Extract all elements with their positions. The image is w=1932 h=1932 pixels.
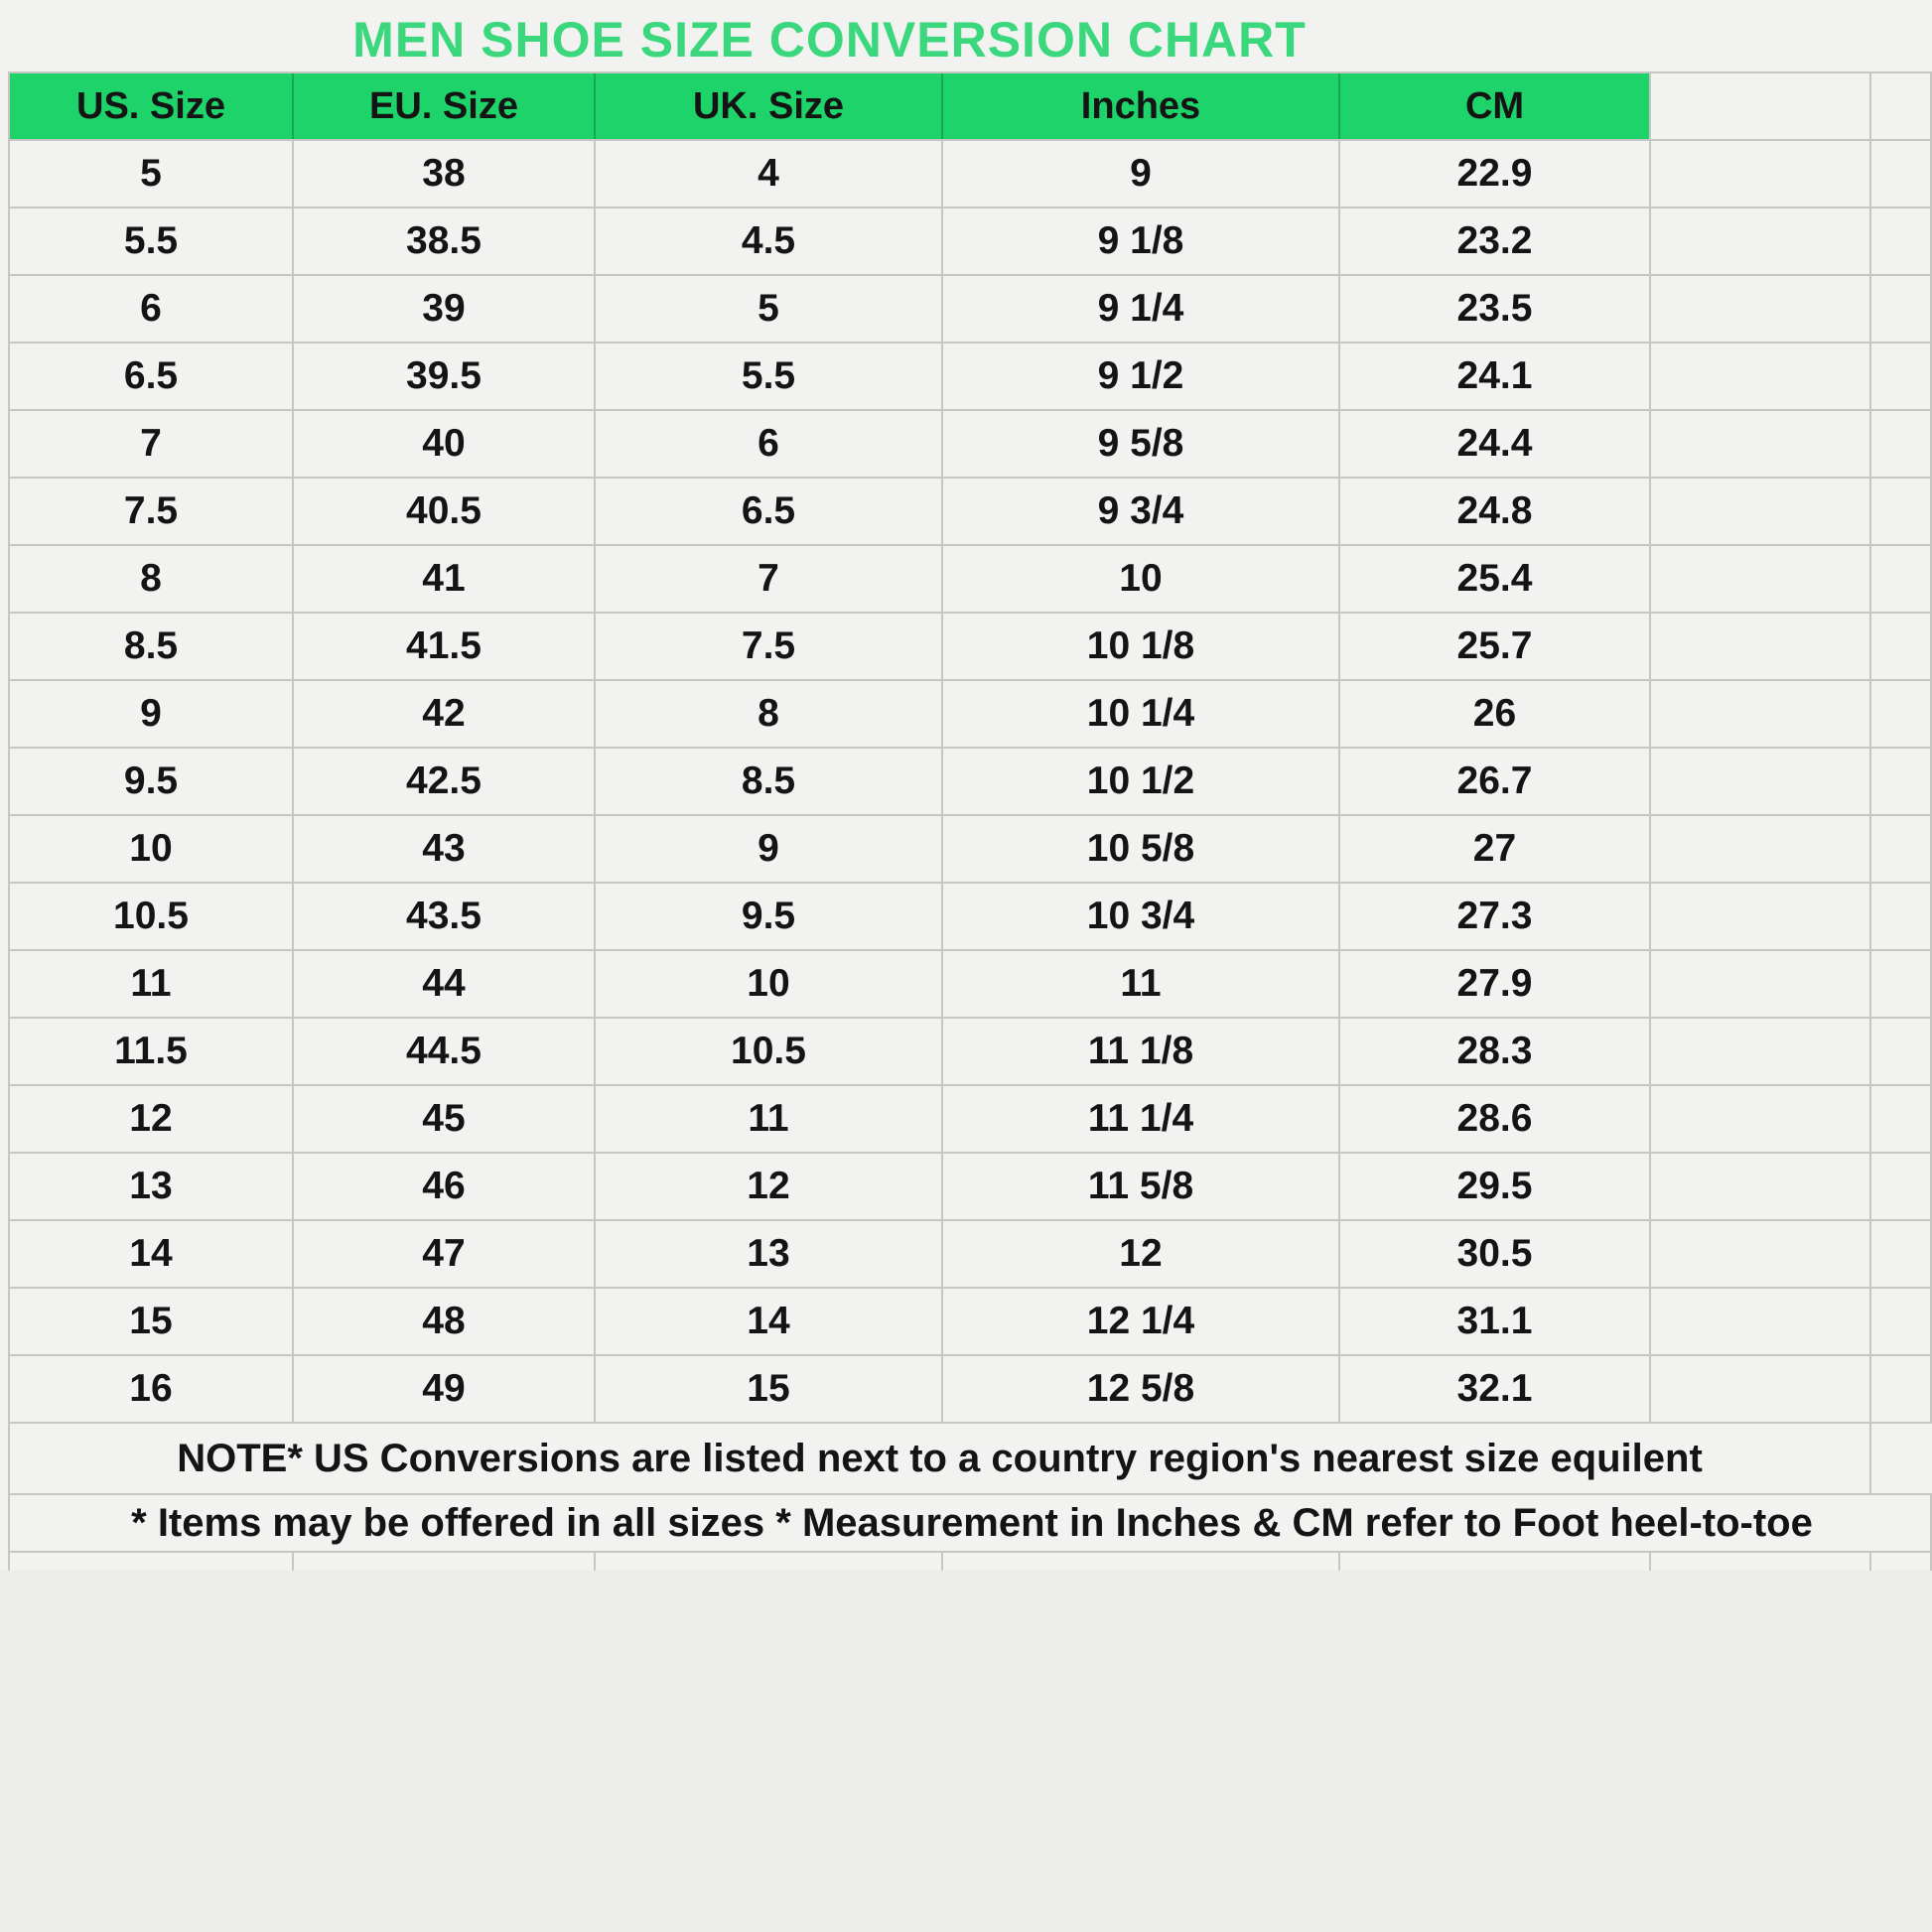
table-row bbox=[8, 1289, 1932, 1356]
column-header-cm: CM bbox=[1340, 73, 1651, 139]
table-cell: 9 bbox=[596, 816, 943, 882]
table-cell: 23.2 bbox=[1340, 208, 1651, 274]
table-cell: 32.1 bbox=[1340, 1356, 1651, 1422]
table-row bbox=[8, 1019, 1932, 1086]
table-cell: 22.9 bbox=[1340, 141, 1651, 207]
empty-cell bbox=[1871, 1019, 1932, 1084]
empty-cell bbox=[1651, 479, 1871, 544]
table-cell: 10 5/8 bbox=[943, 816, 1340, 882]
table-cell: 48 bbox=[294, 1289, 596, 1354]
table-cell: 8.5 bbox=[596, 749, 943, 814]
empty-cell bbox=[1651, 1086, 1871, 1152]
table-cell: 10 1/2 bbox=[943, 749, 1340, 814]
table-cell: 13 bbox=[8, 1154, 294, 1219]
empty-cell bbox=[1871, 546, 1932, 612]
empty-cell bbox=[1871, 141, 1932, 207]
table-cell: 4.5 bbox=[596, 208, 943, 274]
empty-cell bbox=[1871, 411, 1932, 477]
table-cell: 42 bbox=[294, 681, 596, 747]
table-cell: 12 bbox=[943, 1221, 1340, 1287]
table-row bbox=[8, 208, 1932, 276]
table-cell: 4 bbox=[596, 141, 943, 207]
table-cell: 39 bbox=[294, 276, 596, 342]
table-cell: 43 bbox=[294, 816, 596, 882]
table-cell: 5.5 bbox=[596, 344, 943, 409]
table-cell: 24.4 bbox=[1340, 411, 1651, 477]
table-cell: 42.5 bbox=[294, 749, 596, 814]
table-cell: 6.5 bbox=[596, 479, 943, 544]
empty-cell bbox=[1871, 614, 1932, 679]
table-cell: 46 bbox=[294, 1154, 596, 1219]
table-row bbox=[8, 1356, 1932, 1424]
empty-cell bbox=[1651, 1019, 1871, 1084]
table-cell: 44.5 bbox=[294, 1019, 596, 1084]
empty-cell bbox=[1651, 546, 1871, 612]
table-cell: 11 5/8 bbox=[943, 1154, 1340, 1219]
empty-cell bbox=[1340, 1553, 1651, 1571]
table-cell: 24.1 bbox=[1340, 344, 1651, 409]
table-cell: 9.5 bbox=[596, 884, 943, 949]
empty-cell bbox=[294, 1553, 596, 1571]
table-cell: 10.5 bbox=[596, 1019, 943, 1084]
table-cell: 40 bbox=[294, 411, 596, 477]
empty-cell bbox=[1651, 1553, 1871, 1571]
table-row bbox=[8, 1086, 1932, 1154]
empty-cell bbox=[1871, 276, 1932, 342]
table-cell: 14 bbox=[8, 1221, 294, 1287]
empty-cell bbox=[1651, 1221, 1871, 1287]
table-cell: 10 1/4 bbox=[943, 681, 1340, 747]
table-cell: 8.5 bbox=[8, 614, 294, 679]
table-cell: 45 bbox=[294, 1086, 596, 1152]
table-cell: 9 1/2 bbox=[943, 344, 1340, 409]
empty-cell bbox=[1871, 816, 1932, 882]
empty-cell bbox=[943, 1553, 1340, 1571]
column-header-us-size: US. Size bbox=[8, 73, 294, 139]
table-row bbox=[8, 614, 1932, 681]
table-cell: 25.7 bbox=[1340, 614, 1651, 679]
table-cell: 38 bbox=[294, 141, 596, 207]
column-header-inches: Inches bbox=[943, 73, 1340, 139]
table-cell: 41 bbox=[294, 546, 596, 612]
empty-cell bbox=[1871, 1086, 1932, 1152]
empty-cell bbox=[1871, 208, 1932, 274]
table-cell: 29.5 bbox=[1340, 1154, 1651, 1219]
table-row bbox=[8, 546, 1932, 614]
table-cell: 12 bbox=[596, 1154, 943, 1219]
table-cell: 8 bbox=[8, 546, 294, 612]
empty-cell bbox=[1871, 749, 1932, 814]
empty-cell bbox=[1651, 1154, 1871, 1219]
table-header-row bbox=[8, 71, 1932, 141]
empty-cell bbox=[1651, 614, 1871, 679]
table-cell: 40.5 bbox=[294, 479, 596, 544]
table-cell: 31.1 bbox=[1340, 1289, 1651, 1354]
table-cell: 23.5 bbox=[1340, 276, 1651, 342]
table-cell: 9 bbox=[943, 141, 1340, 207]
table-cell: 9 5/8 bbox=[943, 411, 1340, 477]
chart-title: MEN SHOE SIZE CONVERSION CHART bbox=[352, 12, 1307, 68]
table-cell: 24.8 bbox=[1340, 479, 1651, 544]
empty-cell bbox=[1871, 1289, 1932, 1354]
table-cell: 7.5 bbox=[8, 479, 294, 544]
empty-cell bbox=[1871, 681, 1932, 747]
table-row bbox=[8, 276, 1932, 344]
table-cell: 10 1/8 bbox=[943, 614, 1340, 679]
empty-cell bbox=[1651, 951, 1871, 1017]
table-row bbox=[8, 951, 1932, 1019]
table-cell: 5 bbox=[8, 141, 294, 207]
empty-cell bbox=[1651, 344, 1871, 409]
table-row bbox=[8, 344, 1932, 411]
table-row bbox=[8, 411, 1932, 479]
empty-cell bbox=[1871, 73, 1932, 139]
empty-cell bbox=[1871, 479, 1932, 544]
table-cell: 12 1/4 bbox=[943, 1289, 1340, 1354]
table-cell: 12 bbox=[8, 1086, 294, 1152]
table-row bbox=[8, 749, 1932, 816]
empty-cell bbox=[1871, 344, 1932, 409]
table-cell: 14 bbox=[596, 1289, 943, 1354]
table-row bbox=[8, 1221, 1932, 1289]
table-cell: 8 bbox=[596, 681, 943, 747]
table-row bbox=[8, 1154, 1932, 1221]
empty-cell bbox=[596, 1553, 943, 1571]
table-cell: 9.5 bbox=[8, 749, 294, 814]
table-body bbox=[8, 141, 1932, 1424]
note-text-2: * Items may be offered in all sizes * Measurement in Inches & CM refer to Foot heel-to-toe bbox=[8, 1495, 1932, 1551]
empty-cell bbox=[1871, 1553, 1932, 1571]
table-row bbox=[8, 141, 1932, 208]
table-cell: 11 bbox=[943, 951, 1340, 1017]
table-cell: 12 5/8 bbox=[943, 1356, 1340, 1422]
table-cell: 49 bbox=[294, 1356, 596, 1422]
empty-cell bbox=[1651, 208, 1871, 274]
table-row bbox=[8, 681, 1932, 749]
table-cell: 9 1/8 bbox=[943, 208, 1340, 274]
empty-cell bbox=[1871, 1154, 1932, 1219]
empty-cell bbox=[1651, 276, 1871, 342]
clipped-partial-row bbox=[8, 1553, 1932, 1571]
empty-cell bbox=[1871, 951, 1932, 1017]
empty-cell bbox=[1871, 884, 1932, 949]
table-cell: 30.5 bbox=[1340, 1221, 1651, 1287]
table-cell: 6 bbox=[8, 276, 294, 342]
column-header-uk-size: UK. Size bbox=[596, 73, 943, 139]
empty-cell bbox=[1651, 73, 1871, 139]
table-cell: 6 bbox=[596, 411, 943, 477]
table-cell: 27.9 bbox=[1340, 951, 1651, 1017]
table-cell: 44 bbox=[294, 951, 596, 1017]
table-cell: 9 3/4 bbox=[943, 479, 1340, 544]
column-header-eu-size: EU. Size bbox=[294, 73, 596, 139]
conversion-table bbox=[8, 71, 1932, 1571]
table-cell: 11 bbox=[596, 1086, 943, 1152]
table-cell: 9 1/4 bbox=[943, 276, 1340, 342]
table-cell: 11 1/8 bbox=[943, 1019, 1340, 1084]
table-cell: 47 bbox=[294, 1221, 596, 1287]
table-cell: 7 bbox=[8, 411, 294, 477]
table-cell: 6.5 bbox=[8, 344, 294, 409]
note-row-2 bbox=[8, 1495, 1932, 1553]
empty-cell bbox=[1651, 884, 1871, 949]
table-cell: 9 bbox=[8, 681, 294, 747]
table-cell: 27 bbox=[1340, 816, 1651, 882]
table-cell: 7.5 bbox=[596, 614, 943, 679]
table-row bbox=[8, 884, 1932, 951]
table-cell: 10 bbox=[8, 816, 294, 882]
table-cell: 27.3 bbox=[1340, 884, 1651, 949]
table-cell: 11 1/4 bbox=[943, 1086, 1340, 1152]
table-cell: 10 3/4 bbox=[943, 884, 1340, 949]
table-cell: 43.5 bbox=[294, 884, 596, 949]
table-cell: 10 bbox=[943, 546, 1340, 612]
table-cell: 39.5 bbox=[294, 344, 596, 409]
empty-cell bbox=[1871, 1221, 1932, 1287]
table-cell: 28.6 bbox=[1340, 1086, 1651, 1152]
empty-cell bbox=[1651, 411, 1871, 477]
empty-cell bbox=[1651, 141, 1871, 207]
empty-cell bbox=[1651, 1356, 1871, 1422]
table-cell: 10 bbox=[596, 951, 943, 1017]
table-cell: 26 bbox=[1340, 681, 1651, 747]
note-row-1-empty-cell bbox=[1871, 1424, 1932, 1493]
table-cell: 25.4 bbox=[1340, 546, 1651, 612]
empty-cell bbox=[1651, 1289, 1871, 1354]
table-cell: 26.7 bbox=[1340, 749, 1651, 814]
empty-cell bbox=[1651, 816, 1871, 882]
table-cell: 15 bbox=[8, 1289, 294, 1354]
table-cell: 28.3 bbox=[1340, 1019, 1651, 1084]
table-cell: 11.5 bbox=[8, 1019, 294, 1084]
note-text-1: NOTE* US Conversions are listed next to a country region's nearest size equilent bbox=[8, 1424, 1871, 1493]
table-cell: 7 bbox=[596, 546, 943, 612]
table-cell: 11 bbox=[8, 951, 294, 1017]
empty-cell bbox=[8, 1553, 294, 1571]
table-cell: 16 bbox=[8, 1356, 294, 1422]
table-cell: 5.5 bbox=[8, 208, 294, 274]
table-cell: 15 bbox=[596, 1356, 943, 1422]
table-cell: 5 bbox=[596, 276, 943, 342]
empty-cell bbox=[1651, 681, 1871, 747]
table-cell: 41.5 bbox=[294, 614, 596, 679]
table-row bbox=[8, 479, 1932, 546]
empty-cell bbox=[1651, 749, 1871, 814]
empty-cell bbox=[1871, 1356, 1932, 1422]
table-cell: 13 bbox=[596, 1221, 943, 1287]
table-cell: 10.5 bbox=[8, 884, 294, 949]
table-row bbox=[8, 816, 1932, 884]
note-row-1 bbox=[8, 1424, 1932, 1495]
table-cell: 38.5 bbox=[294, 208, 596, 274]
